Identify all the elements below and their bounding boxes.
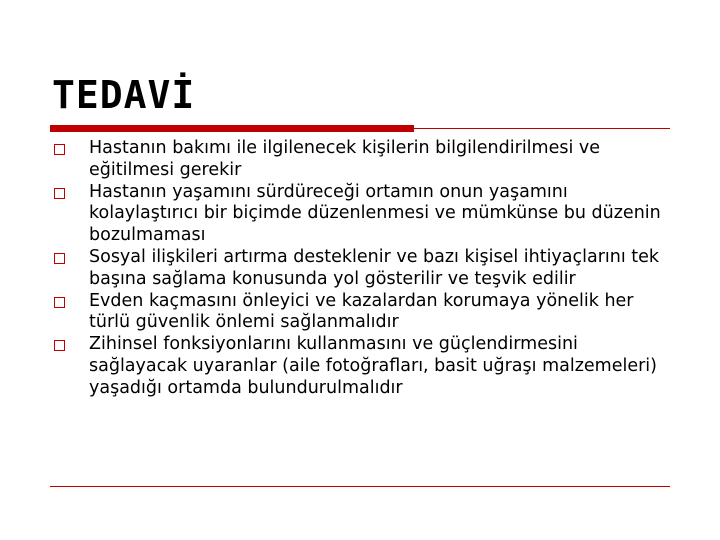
- list-item: [54, 291, 674, 335]
- list-item: [54, 334, 674, 399]
- bullet-list: [54, 138, 674, 400]
- title-accent-bar: [50, 125, 414, 132]
- bullet-text: Zihinsel fonksiyonlarını kullanmasını ve güçlendirmesini sağlayacak uyaranlar (aile fotoğrafları, basit uğraşı malzemeleri) yaşadığı ortamda bulundurulmalıdır: [89, 334, 657, 398]
- slide-title: TEDAVİ: [52, 73, 196, 117]
- list-item: [54, 138, 674, 182]
- bullet-text: Hastanın yaşamını sürdüreceği ortamın onun yaşamını kolaylaştırıcı bir biçimde düzenlenmesi ve mümkünse bu düzenin bozulmaması: [89, 181, 661, 246]
- list-item: [54, 247, 674, 291]
- square-bullet-icon: [54, 253, 65, 264]
- bullet-text: Evden kaçmasını önleyici ve kazalardan korumaya yönelik her türlü güvenlik önlemi sağlanmalıdır: [89, 290, 634, 333]
- list-item: [54, 182, 674, 247]
- square-bullet-icon: [54, 340, 65, 351]
- square-bullet-icon: [54, 144, 65, 155]
- square-bullet-icon: [54, 297, 65, 308]
- footer-divider: [50, 486, 670, 487]
- square-bullet-icon: [54, 188, 65, 199]
- bullet-text: Hastanın bakımı ile ilgilenecek kişilerin bilgilendirilmesi ve eğitilmesi gerekir: [89, 138, 601, 180]
- bullet-text: Sosyal ilişkileri artırma desteklenir ve bazı kişisel ihtiyaçlarını tek başına sağlama konusunda yol gösterilir ve teşvik edilir: [89, 246, 660, 289]
